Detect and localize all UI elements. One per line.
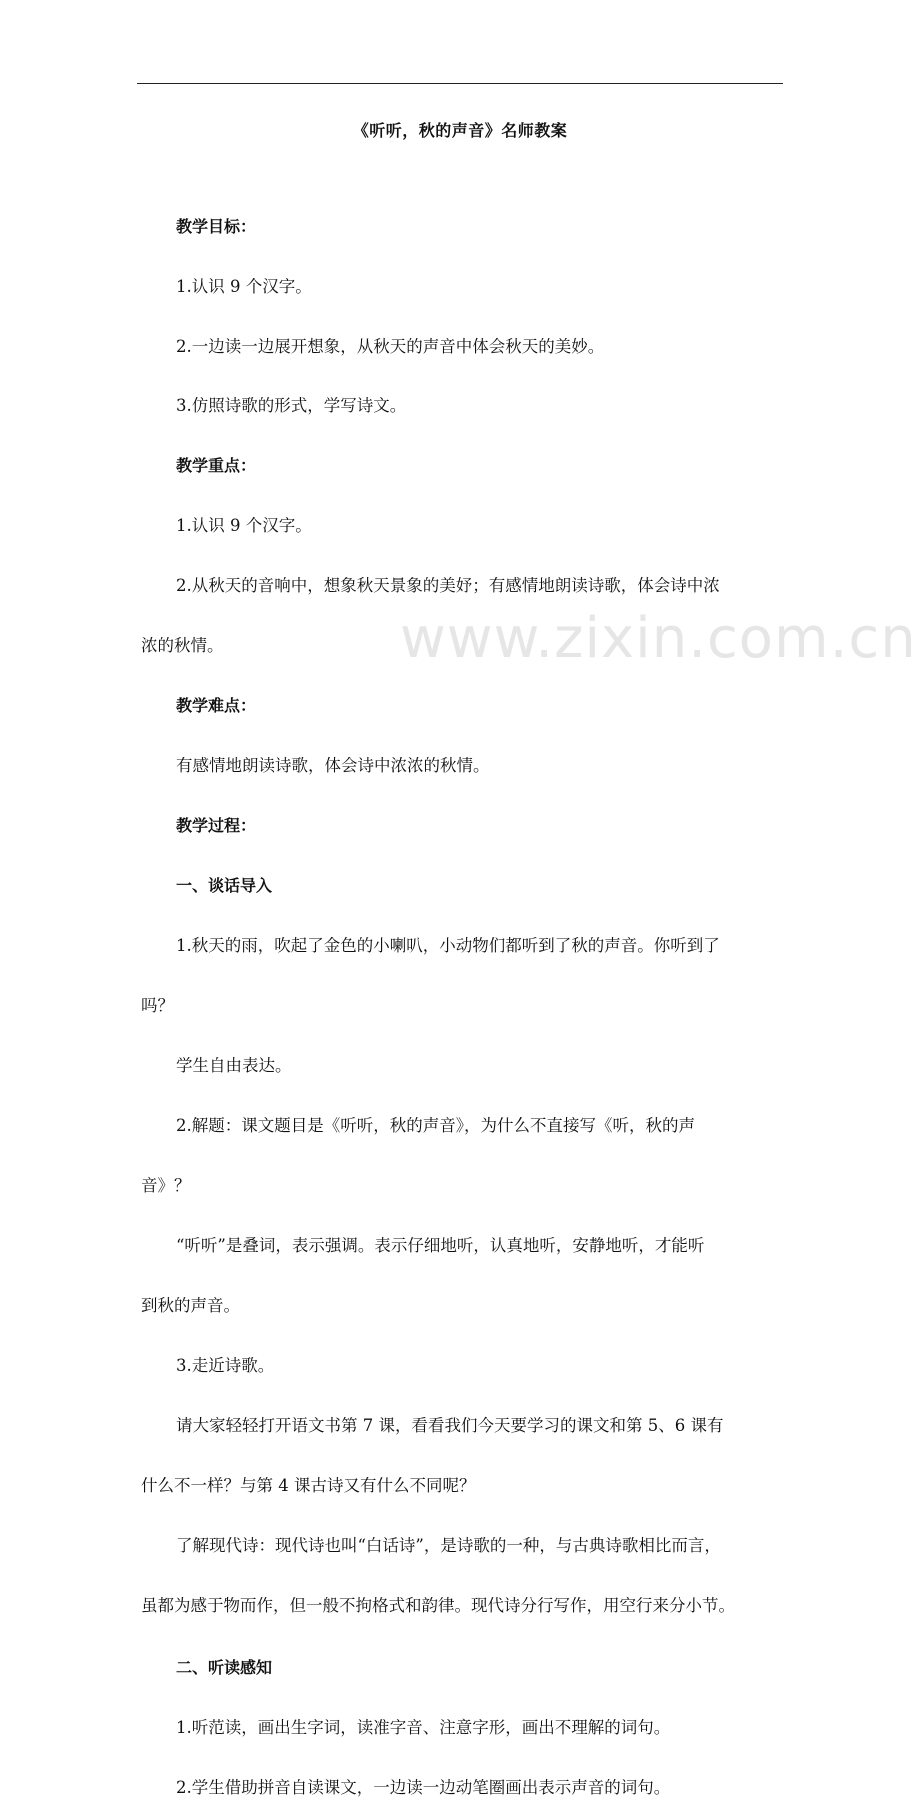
- header-rule: [137, 83, 783, 84]
- intro-item-2-line-2: 音》？: [141, 1176, 191, 1195]
- intro-item-3: 3.走近诗歌。: [176, 1356, 275, 1375]
- section-heading-objectives: 教学目标：: [176, 217, 257, 236]
- subsection-heading-listen-read: 二、听读感知: [176, 1658, 273, 1677]
- objective-3: 3.仿照诗歌的形式，学写诗文。: [176, 396, 407, 415]
- section-heading-key-points: 教学重点：: [176, 456, 257, 475]
- section-heading-process: 教学过程：: [176, 816, 257, 835]
- listen-read-item-2: 2.学生借助拼音自读课文，一边读一边动笔圈画出表示声音的词句。: [176, 1778, 671, 1797]
- key-point-2-line-1: 2.从秋天的音响中，想象秋天景象的美妤；有感情地朗读诗歌，体会诗中浓: [176, 576, 720, 595]
- intro-item-1-line-1: 1.秋天的雨，吹起了金色的小喇叭，小动物们都听到了秋的声音。你听到了: [176, 936, 720, 955]
- listen-read-item-1: 1.听范读，画出生字词，读准字音、注意字形，画出不理解的词句。: [176, 1718, 671, 1737]
- key-point-1: 1.认识 9 个汉字。: [176, 516, 312, 535]
- subsection-heading-intro: 一、谈话导入: [176, 876, 273, 895]
- watermark: www.zixin.com.cn: [400, 606, 917, 671]
- document-title: 《听听，秋的声音》名师教案: [352, 121, 568, 140]
- intro-item-2-line-1: 2.解题：课文题目是《听听，秋的声音》，为什么不直接写《听，秋的声: [176, 1116, 695, 1135]
- difficulty-text: 有感情地朗读诗歌，体会诗中浓浓的秋情。: [176, 756, 490, 775]
- intro-item-1-line-2: 吗？: [141, 996, 174, 1015]
- intro-instruction-line-2: 什么不一样？与第 4 课古诗又有什么不同呢？: [141, 1476, 476, 1495]
- section-heading-difficulties: 教学难点：: [176, 696, 257, 715]
- intro-instruction-line-1: 请大家轻轻打开语文书第 7 课，看看我们今天要学习的课文和第 5、6 课有: [176, 1416, 724, 1435]
- intro-explanation-line-1: “听听”是叠词，表示强调。表示仔细地听，认真地听，安静地听，才能听: [176, 1236, 705, 1255]
- objective-1: 1.认识 9 个汉字。: [176, 277, 312, 296]
- modern-poetry-line-1: 了解现代诗：现代诗也叫“白话诗”，是诗歌的一种，与古典诗歌相比而言，: [176, 1536, 721, 1555]
- intro-explanation-line-2: 到秋的声音。: [141, 1296, 240, 1315]
- objective-2: 2.一边读一边展开想象，从秋天的声音中体会秋天的美妙。: [176, 337, 605, 356]
- modern-poetry-line-2: 虽都为感于物而作，但一般不拘格式和韵律。现代诗分行写作，用空行来分小节。: [141, 1596, 735, 1615]
- intro-student-response: 学生自由表达。: [176, 1056, 292, 1075]
- key-point-2-line-2: 浓的秋情。: [141, 636, 224, 655]
